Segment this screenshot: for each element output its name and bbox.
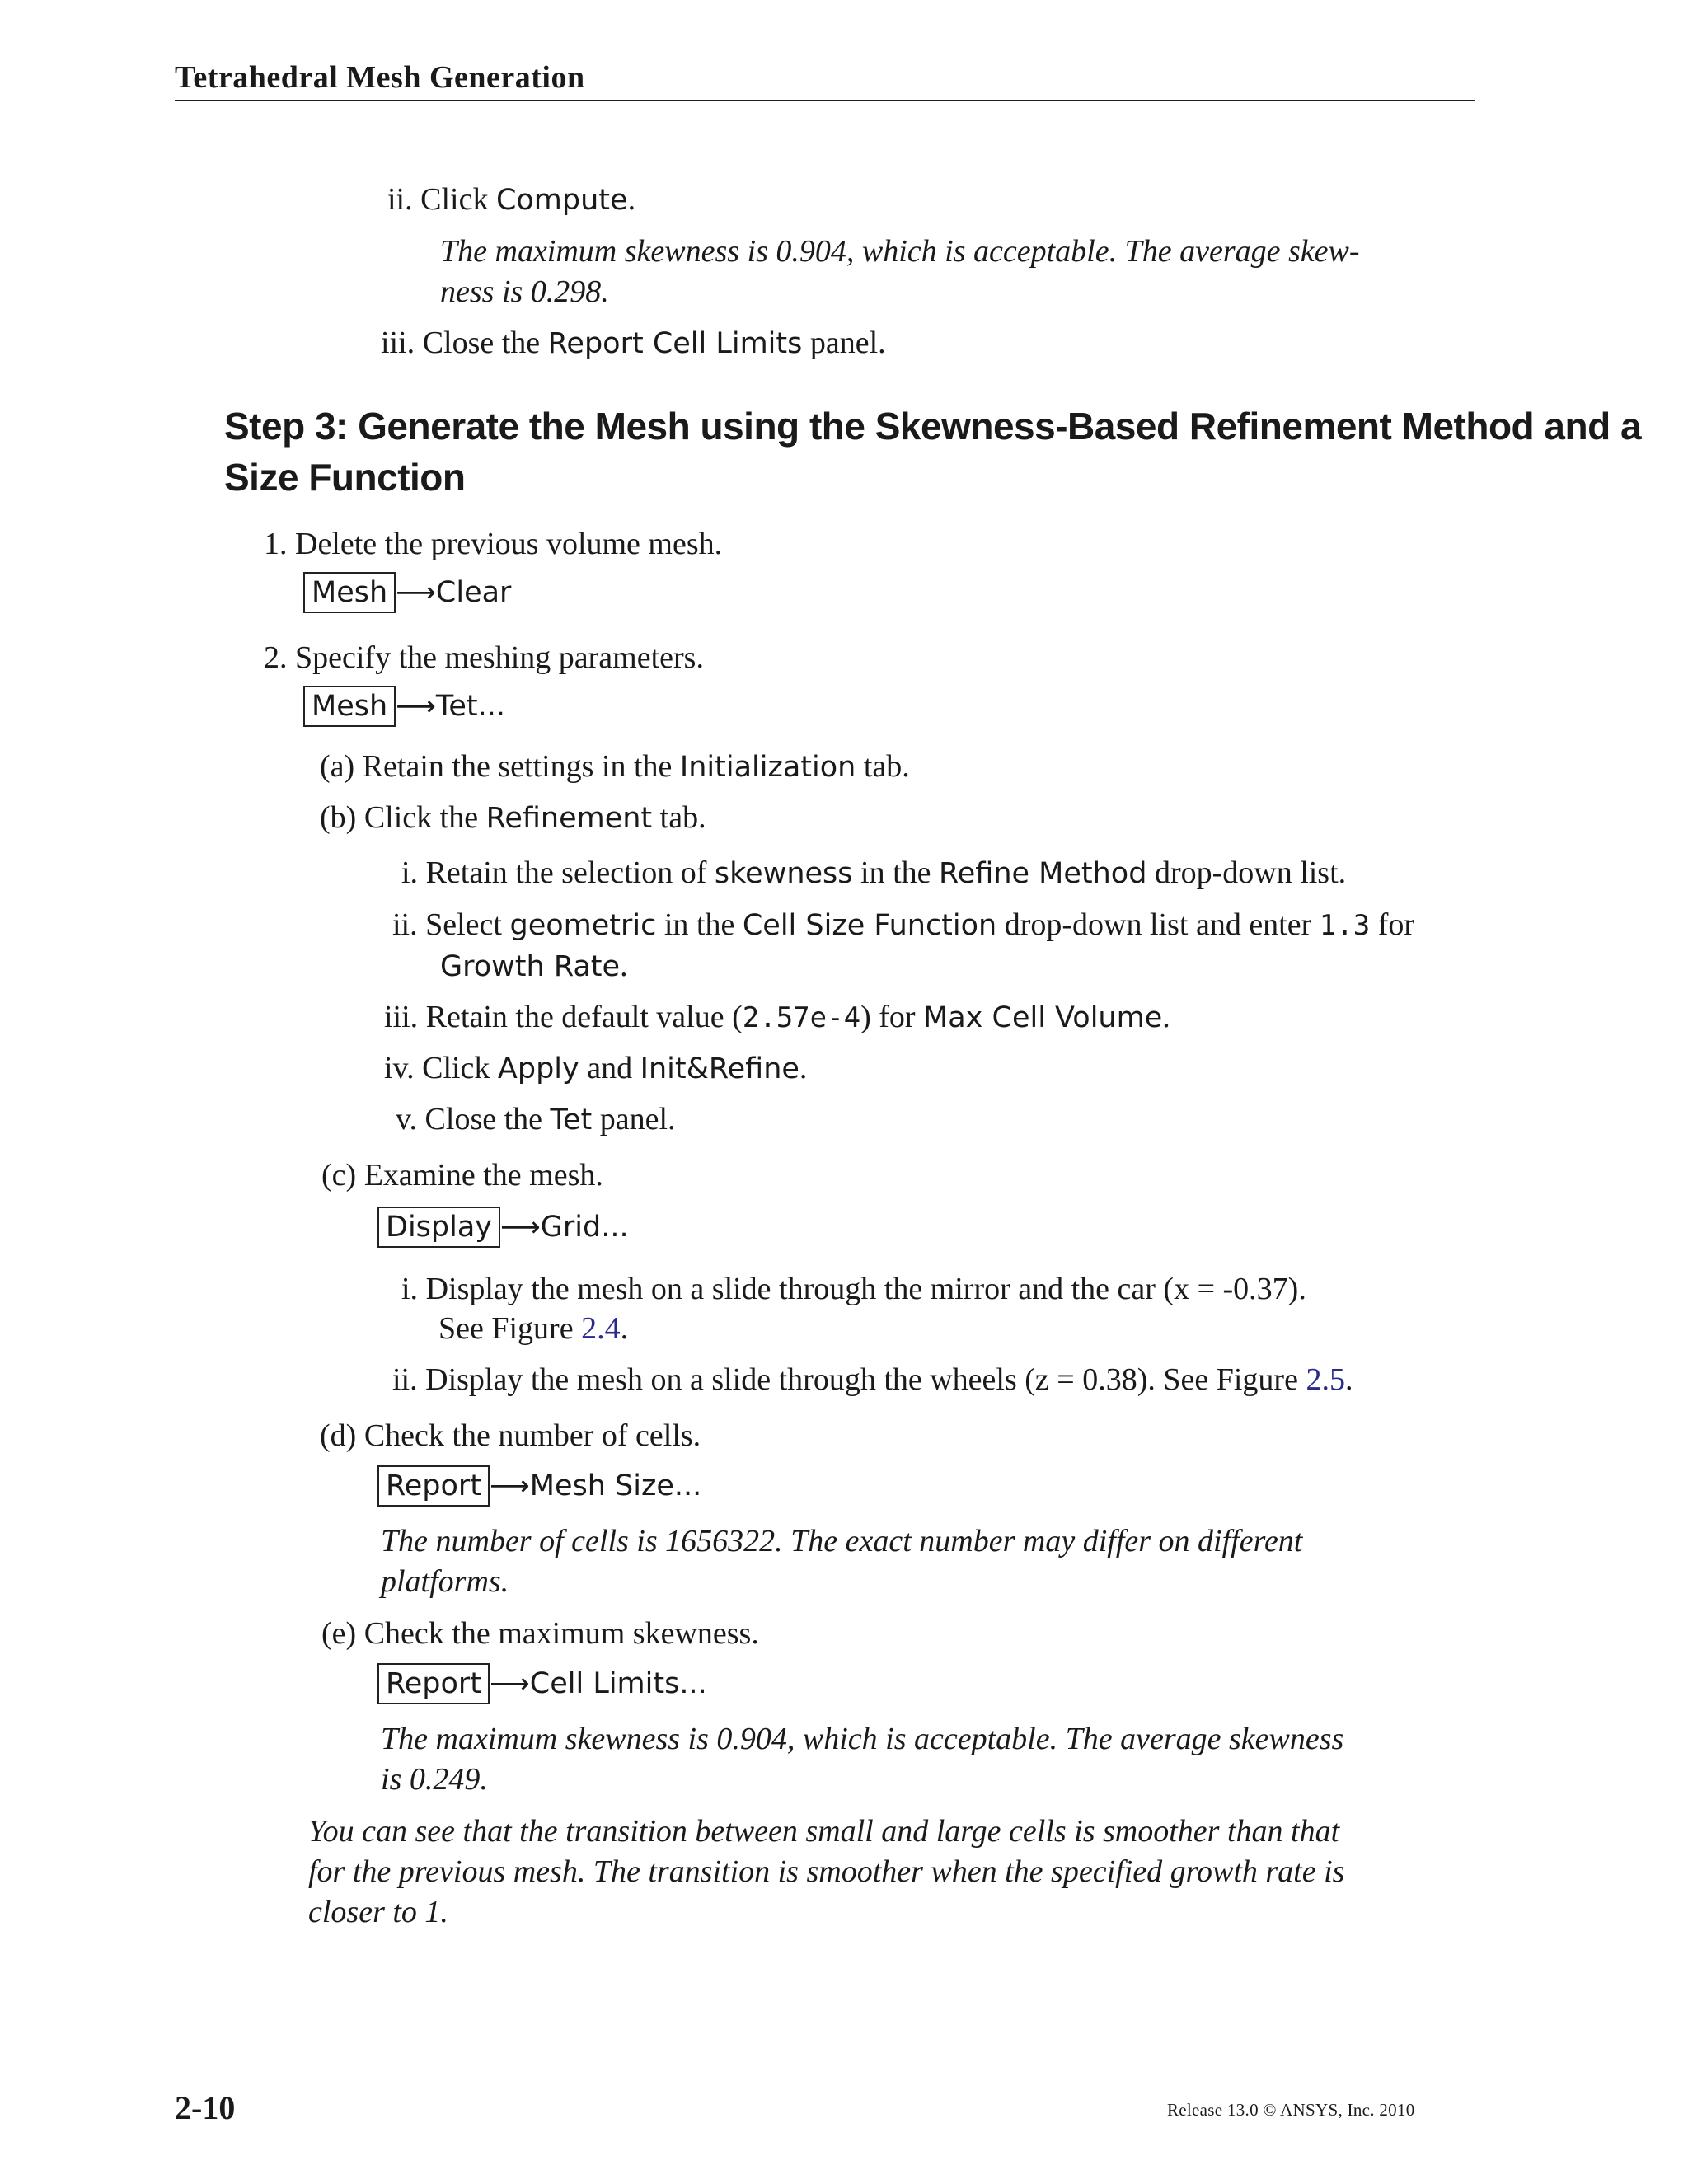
- list-text: Display the mesh on a slide through the wheels (z = 0.38). See Figure: [425, 1362, 1306, 1397]
- list-item-c: [321, 1155, 603, 1195]
- note-skewness-1-line1: The maximum skewness is 0.904, which is acceptable. The average skew-: [440, 234, 1360, 269]
- ui-label-compute: Compute: [495, 184, 628, 217]
- menu-path-report-mesh-size: [377, 1465, 701, 1507]
- list-text: Click the: [363, 800, 486, 835]
- list-text: Retain the selection of: [425, 855, 715, 890]
- list-number: i.: [401, 1272, 419, 1306]
- menu-path-report-cell-limits: [377, 1663, 707, 1704]
- list-item-b-ii: [392, 905, 1414, 945]
- menu-path-mesh-clear: [303, 572, 511, 613]
- list-text: in the: [656, 907, 743, 942]
- ui-label-max-cell-volume: Max Cell Volume: [923, 1001, 1163, 1034]
- list-item-b-ii-line2: [440, 946, 628, 987]
- running-header-title: Tetrahedral Mesh Generation: [175, 60, 585, 95]
- list-text: and: [579, 1051, 640, 1085]
- figure-link-2-4[interactable]: 2.4: [581, 1311, 621, 1346]
- list-item-2: [264, 638, 704, 677]
- section-heading-line1: Step 3: Generate the Mesh using the Skewness-Based Refinement Method and a: [224, 405, 1642, 448]
- list-number: ii.: [392, 1362, 418, 1397]
- list-text: Check the maximum skewness.: [363, 1616, 759, 1651]
- list-item-c-i: [401, 1269, 1306, 1309]
- list-text: Close the: [422, 326, 548, 360]
- ui-label-refine-method: Refine Method: [939, 857, 1147, 890]
- arrow-icon: ⟶: [490, 1469, 530, 1502]
- list-item-b-iv: [384, 1048, 807, 1089]
- list-item-d: [320, 1416, 701, 1455]
- list-text: Click: [420, 182, 496, 217]
- menu-command-cell-limits[interactable]: Cell Limits...: [529, 1667, 707, 1700]
- menu-report[interactable]: Report: [377, 1663, 490, 1704]
- list-text: tab.: [652, 800, 706, 835]
- section-heading-line2: Size Function: [224, 456, 466, 499]
- list-text: panel.: [592, 1102, 676, 1137]
- ui-label-init-refine: Init&Refine: [640, 1052, 799, 1085]
- menu-display[interactable]: Display: [377, 1207, 500, 1248]
- list-item-a: [320, 747, 910, 787]
- menu-mesh[interactable]: Mesh: [303, 686, 396, 727]
- page-number: 2-10: [175, 2089, 236, 2126]
- ui-label-geometric: geometric: [509, 909, 657, 942]
- list-number: iii.: [381, 326, 415, 360]
- list-item-b-v: [396, 1099, 676, 1140]
- list-text: drop-down list.: [1146, 855, 1347, 890]
- list-number: 2.: [264, 640, 288, 675]
- ui-label-growth-rate: Growth Rate: [440, 950, 621, 983]
- list-text: drop-down list and enter: [996, 907, 1320, 942]
- note-skewness-2-line2: is 0.249.: [381, 1762, 488, 1797]
- list-text: .: [620, 949, 628, 983]
- list-text: .: [627, 182, 636, 217]
- note-cell-count-line1: The number of cells is 1656322. The exact number may differ on different: [381, 1524, 1303, 1558]
- list-text: .: [1344, 1362, 1353, 1397]
- list-item-ii-compute: [387, 180, 635, 220]
- list-text: .: [799, 1051, 808, 1085]
- list-number: (e): [321, 1616, 357, 1651]
- list-item-1: [264, 524, 722, 564]
- list-item-b-iii: [384, 997, 1170, 1038]
- ui-label-refinement: Refinement: [485, 802, 653, 835]
- note-skewness-1-line2: ness is 0.298.: [440, 274, 609, 309]
- menu-command-mesh-size[interactable]: Mesh Size...: [529, 1469, 702, 1502]
- list-text: panel.: [802, 326, 886, 360]
- list-text: See Figure: [438, 1311, 582, 1346]
- header-rule: [175, 100, 1475, 101]
- list-number: iv.: [384, 1051, 415, 1085]
- list-item-c-i-line2: [438, 1309, 628, 1348]
- list-number: i.: [401, 855, 419, 890]
- list-text: Click: [422, 1051, 498, 1085]
- list-text: Select: [425, 907, 510, 942]
- arrow-icon: ⟶: [396, 690, 436, 723]
- note-cell-count-line2: platforms.: [381, 1564, 509, 1599]
- list-number: 1.: [264, 527, 288, 561]
- list-number: (b): [320, 800, 357, 835]
- list-number: (c): [321, 1158, 357, 1193]
- list-number: iii.: [384, 1000, 419, 1034]
- list-number: (a): [320, 749, 355, 784]
- ui-label-tet: Tet: [550, 1104, 593, 1137]
- list-number: ii.: [387, 182, 413, 217]
- closing-paragraph-line3: closer to 1.: [308, 1895, 448, 1929]
- list-item-e: [321, 1614, 759, 1653]
- list-number: (d): [320, 1418, 357, 1453]
- list-text: in the: [852, 855, 939, 890]
- list-text: for: [1370, 907, 1414, 942]
- ui-label-apply: Apply: [497, 1052, 579, 1085]
- figure-link-2-5[interactable]: 2.5: [1306, 1362, 1345, 1397]
- ui-label-cell-size-function: Cell Size Function: [742, 909, 997, 942]
- menu-path-display-grid: [377, 1207, 629, 1248]
- closing-paragraph-line2: for the previous mesh. The transition is smoother when the specified growth rate is: [308, 1854, 1345, 1889]
- list-text: tab.: [856, 749, 910, 784]
- list-text: .: [620, 1311, 629, 1346]
- list-item-c-ii: [392, 1360, 1353, 1399]
- list-text: .: [1162, 1000, 1170, 1034]
- arrow-icon: ⟶: [490, 1667, 530, 1700]
- list-text: Display the mesh on a slide through the mirror and the car (x = -0.37).: [425, 1272, 1306, 1306]
- list-item-iii-close-report: [381, 323, 886, 363]
- arrow-icon: ⟶: [396, 576, 436, 609]
- list-number: ii.: [392, 907, 418, 942]
- ui-label-skewness: skewness: [714, 857, 853, 890]
- closing-paragraph-line1: You can see that the transition between small and large cells is smoother than that: [308, 1814, 1340, 1849]
- list-text: ) for: [860, 1000, 924, 1034]
- code-value-max-cell-volume: 2.57e-4: [742, 1001, 861, 1034]
- list-number: v.: [396, 1102, 418, 1137]
- list-text: Check the number of cells.: [363, 1418, 701, 1453]
- list-item-b: [320, 798, 706, 838]
- menu-mesh[interactable]: Mesh: [303, 572, 396, 613]
- arrow-icon: ⟶: [500, 1211, 541, 1244]
- menu-report[interactable]: Report: [377, 1465, 490, 1507]
- menu-command-tet[interactable]: Tet...: [435, 690, 505, 723]
- note-skewness-2-line1: The maximum skewness is 0.904, which is acceptable. The average skewness: [381, 1722, 1344, 1756]
- ui-label-initialization: Initialization: [679, 751, 856, 784]
- menu-command-grid[interactable]: Grid...: [540, 1211, 629, 1244]
- list-text: Close the: [424, 1102, 551, 1137]
- menu-command-clear[interactable]: Clear: [435, 576, 512, 609]
- list-text: Specify the meshing parameters.: [295, 640, 704, 675]
- list-text: Examine the mesh.: [363, 1158, 603, 1193]
- release-footer: Release 13.0 © ANSYS, Inc. 2010: [1167, 2100, 1415, 2120]
- menu-path-mesh-tet: [303, 686, 505, 727]
- list-item-b-i: [401, 853, 1346, 893]
- list-text: Delete the previous volume mesh.: [295, 527, 723, 561]
- code-value-growth-rate: 1.3: [1319, 909, 1371, 942]
- ui-label-report-cell-limits: Report Cell Limits: [547, 327, 803, 360]
- list-text: Retain the settings in the: [362, 749, 680, 784]
- list-text: Retain the default value (: [425, 1000, 743, 1034]
